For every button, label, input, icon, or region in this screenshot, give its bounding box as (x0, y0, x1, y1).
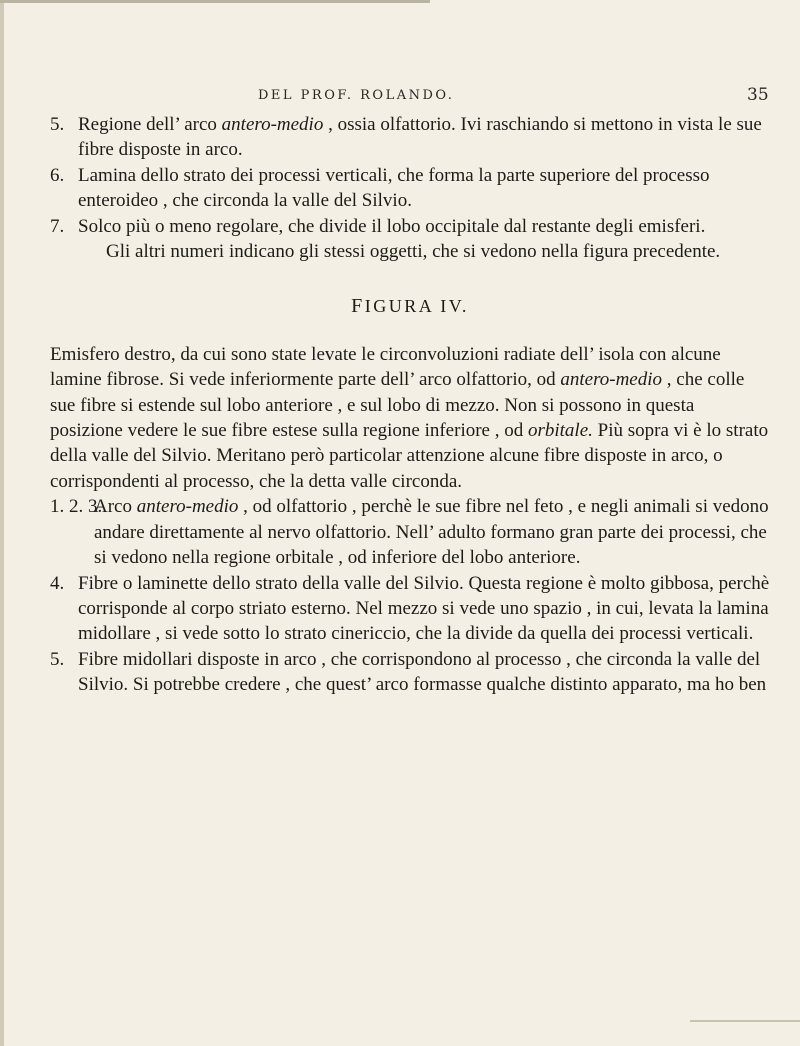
note-text: Gli altri numeri indicano gli stessi oggetti, che si vedono nella figura precedente. (106, 241, 721, 263)
italic-term: antero-medio (221, 114, 324, 135)
item-text: Fibre midollari disposte in arco , che corrispondono al processo , che circonda la valle del Silvio. Si potrebbe credere , che quest’ arco formasse qualche distinto apparato, ma ho ben (78, 648, 767, 696)
item-number: 5. (50, 648, 65, 670)
item-text: Fibre o laminette dello strato della valle del Silvio. Questa regione è molto gibbosa, perchè corrisponde al corpo striato esterno. Nel mezzo si vede uno spazio , in cui, levata la lamina midollare , si vede sotto lo strato cinericcio, che la divide da quella dei processi verticali. (78, 572, 770, 645)
figure-heading: FIGURA IV. (351, 295, 469, 318)
item-text: Solco più o meno regolare, che divide il lobo occipitale dal restante degli emisferi. (78, 215, 706, 237)
page-number: 35 (747, 85, 769, 105)
list-item (50, 163, 770, 214)
bottom-rule (690, 1020, 800, 1022)
page-edge (0, 0, 4, 1046)
italic-term: antero-medio (136, 496, 239, 518)
item-text: Lamina dello strato dei processi verticali, che forma la parte superiore del processo enteroideo , che circonda la valle del Silvio. (78, 164, 710, 212)
running-head: DEL PROF. ROLANDO. (258, 88, 455, 103)
item-number: 4. (50, 572, 65, 594)
list-item (50, 647, 770, 698)
list-item (50, 112, 770, 163)
item-number: 6. (50, 164, 65, 186)
item-number: 1. 2. 3. (50, 496, 103, 518)
intro-paragraph: Emisfero destro, da cui sono state levate le circonvoluzioni radiate dell’ isola con alcune lamine fibrose. Si vede inferiormente parte dell’ arco olfattorio, od antero-medio , che colle sue fibre si estende sul lobo anteriore , e sul lobo di mezzo. Non si possono in questa posizione vedere le sue fibre estese sulla regione inferiore , od orbitale. Più sopra vi è lo strato della valle del Silvio. Meritano però particolar attenzione alcune fibre disposte in arco, o corrispondenti al processo, che la detta valle circonda. (50, 343, 769, 492)
note-block (50, 239, 770, 264)
top-rule (0, 0, 430, 3)
item-number: 5. (50, 114, 65, 135)
list-item (50, 571, 770, 647)
page-body (50, 112, 770, 698)
list-item (50, 214, 770, 239)
list-item (50, 494, 770, 570)
item-text: Arco antero-medio , od olfattorio , perchè le sue fibre nel feto , e negli animali si vedono andare direttamente al nervo olfattorio. Nell’ adulto formano gran parte dei processi, che si vedono nella regione orbitale , od inferiore del lobo anteriore. (94, 496, 769, 569)
item-number: 7. (50, 215, 65, 237)
italic-term: orbitale. (527, 420, 593, 442)
item-text: Regione dell’ arco antero-medio , ossia olfattorio. Ivi raschiando si mettono in vista le sue fibre disposte in arco. (78, 114, 762, 161)
italic-term: antero-medio (560, 369, 663, 391)
